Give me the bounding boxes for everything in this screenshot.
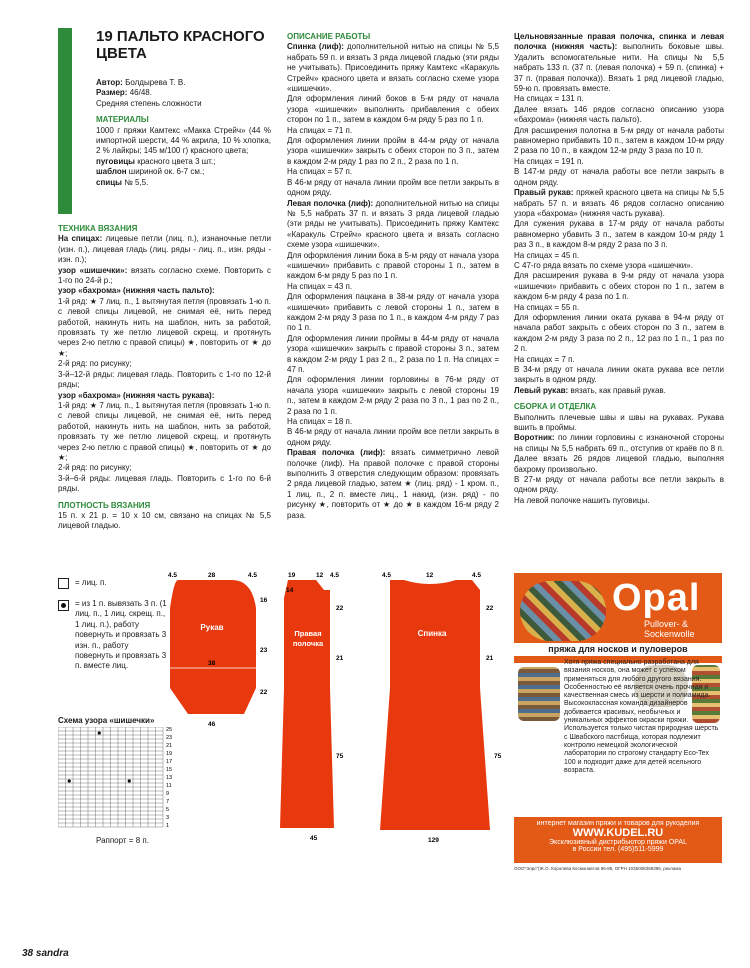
shelf-dim-2: 4.5 [330,572,340,579]
left-column [96,78,271,188]
work-p3: На спицах = 71 п. [287,125,353,135]
back-label: Спинка (лиф): [287,42,344,52]
chart-row-number: 19 [166,751,173,757]
size-label: Размер: [96,88,128,98]
shelf-shape [280,580,334,828]
work-p12: Для оформления линии горловины в 76-м ряду от начала узора «шишечки» закрыть с левой стороны 19 п., затем в каждом 2-м ряду 2 раза по 3 п., 1 раз по 2 п., 2 раза по 1 п. [287,375,499,416]
work-p5: На спицах = 57 п. [287,167,353,177]
work-p10: Для оформления пацкана в 38-м ряду от начала узора «шишечки» прибавить с левой стороны 1 п., затем в каждом 2-м ряду 3 раза по 1 п., в каждом 4-м ряду 7 раз по 1 п. [287,292,499,333]
shelf-dim-7: 45 [310,835,318,842]
ad-legal: ООО"Элрс"(Ж.О. Королева Космонавтов 85-85, ОГРН 1035008368396, реклама [514,866,681,871]
right-shelf-label: Правая полочка (лиф): [287,448,386,458]
bobble-marker [128,779,131,782]
back-dim-3: 22 [486,605,494,612]
needles-label: спицы [96,177,122,187]
needles-text: № 5,5. [124,177,149,187]
rapport-label: Раппорт = 8 п. [96,836,149,845]
back-dim-4: 21 [486,655,494,662]
author: Болдырева Т. В. [125,78,186,87]
chart-row-number: 15 [166,767,173,773]
collar-label: Воротник: [514,433,555,443]
assembly-heading: СБОРКА И ОТДЕЛКА [514,402,597,412]
cont-p11: Для расширения рукава в 9-м ряду от начала узора «шишечки» прибавить с обеих сторон по 1 п., затем в каждом 6-м ряду 4 раза по 1 п. [514,271,724,302]
shelf-dim-5: 21 [336,655,344,662]
back-shape [380,580,490,830]
assembly-a1: Выполнить плечевые швы и швы на рукавах. Рукава вшить в проймы. [514,412,724,433]
left-sleeve-label: Левый рукав: [514,385,569,395]
fringe-coat-row2: 2-й ряд: по рисунку; [58,359,132,369]
chart-row-number: 23 [166,735,173,741]
lower-part-label: Цельновязанные правая полочка, спинка и левая полочка (нижняя часть): [514,32,724,52]
author-label: Автор: [96,78,123,87]
yarn-balls-image [520,581,606,641]
chart-row-number: 7 [166,799,170,805]
collar-text: по линии горловины с изнаночной стороны на спицы № 5,5 набрать 69 п., отступив от краёв по 8 п. Далее вязать 26 рядов лицевой гладью, выполняя бахрому произвольно. [514,433,724,474]
chart-row-number: 9 [166,791,170,797]
ad-header [514,573,722,663]
back-dim-0: 4.5 [382,572,392,579]
shelf-dim-3: 14 [286,587,294,594]
ad-sub2: Sockenwolle [644,629,695,639]
legend-bobble: = из 1 п. вывязать 3 п. (1 лиц. п., 1 лиц. скрещ. п., 1 лиц. п.), работу повернуть и провязать 3 изн. п., работу повернуть и провязать 3 п. вместе лиц. [75,599,167,671]
chart-row-number: 25 [166,727,173,733]
sleeve-dim-7: 46 [208,721,216,728]
chart-row-number: 1 [166,823,170,829]
right-sleeve-label: Правый рукав: [514,188,574,198]
right-column [514,32,724,506]
cont-p2: На спицах = 131 п. [514,94,584,104]
opal-advert[interactable] [514,573,722,863]
work-p9: На спицах = 43 п. [287,281,353,291]
bobble-text: вязать согласно схеме. Повторить с 1-го по 24-й р.; [58,265,272,286]
cont-p15: В 34-м ряду от начала линии оката рукава все петли закрыть в одном ряду. [514,365,724,385]
ad-sub1: Pullover- & [644,619,689,629]
work-p2: Для оформления линий боков в 5-м ряду от начала узора «шишечки» выполнить прибавления с обеих сторон по 1 п., затем в каждом 6-м ряду 5 раз по 1 п. [287,94,499,125]
work-p13: На спицах = 18 п. [287,417,353,427]
fringe-sleeve-row1: 1-й ряд: ★ 7 лиц. п., 1 вытянутая петля (провязать 1-ю п. с левой спицы лицевой, не снимая её, нить перед работой, накинуть нить на шаблон, нить за работой, провязать ту же петлю лицевой скрещ. и протянуть через 2-ю петлю с правой спицы) ★, повторить от ★ до ★; [58,400,271,462]
chart-title: Схема узора «шишечки» [58,716,155,725]
sleeve-dim-1: 28 [208,572,216,579]
shelf-dim-4: 22 [336,605,344,612]
work-heading: ОПИСАНИЕ РАБОТЫ [287,32,371,41]
chart-row-number: 5 [166,807,170,813]
sleeve-shape [170,580,256,714]
cont-p13: Для оформления линии оката рукава в 94-м ряду от начала работ закрыть с обеих сторон по 3 п., затем в каждом 2-м ряду 3 раза по 2 п., 12 раз по 1 п., 1 раз по 2 п. [514,312,724,354]
work-p6: В 46-м ряду от начала линии пройм все петли закрыть в одном ряду. [287,177,499,198]
bobble-symbol-icon [58,600,69,611]
shelf-label: Правая полочка [292,629,324,648]
ad-dist: Эксклюзивный дистрибьютор пряжи OPAL [549,839,687,846]
back-dim-1: 12 [426,572,434,579]
cont-p10: С 47-го ряда вязать по схеме узора «шишечки». [514,260,693,270]
accent-bar [58,28,72,214]
shelf-dim-6: 75 [336,753,344,760]
cont-p5: На спицах = 191 п. [514,156,584,166]
right-sleeve-text: пряжей красного цвета на спицы № 5,5 набрать 57 п. и вязать 46 рядов согласно описанию узора «бахрома» (нижняя часть рукава). [514,188,724,218]
cont-p9: На спицах = 45 п. [514,250,580,260]
chart-row-number: 21 [166,743,173,749]
fringe-sleeve-label: узор «бахрома» (нижняя часть рукава): [58,390,215,400]
ad-text: Хотя пряжа специально разработана для вязания носков, она может с успехом применяться для любого другого вязания. Особенностью её является очень прочная и качественная смесь из шерсти и полиамида. Высококлассная команда дизайнеров добивается красивых, необычных и уникальных эффектов окраски пряжи. Используется только чистая природная шерсть с Швабского пастбища, которая подлежит контролю немецкой экологической лаборатории по строгому стандарту Eco-Tex 100 и подходит даже для детей ясельного возраста. [564,659,719,774]
fringe-sleeve-row3: 3-й–6-й ряды: лицевая гладь. Повторить с 1-го по 6-й ряды. [58,473,271,494]
sleeve-dim-6: 38 [208,660,216,667]
socks-image [518,667,560,721]
assembly-a3: В 27-м ряду от начала работы все петли закрыть в одном ряду. [514,475,724,495]
left-shelf-text: дополнительной нитью на спицы № 5,5 набрать 37 п. и вязать 3 ряда лицевой гладью (эти ряды не учитывать). Присоединить пряжу Камтекс «Каракуль Стрейч» красного цвета и вязать согласно схеме узора «шишечки». [287,198,499,250]
knit-symbol-icon [58,578,69,589]
shelf-dim-1: 12 [316,572,324,579]
back-text: дополнительной нитью на спицы № 5,5 набрать 59 п. и вязать 3 ряда лицевой гладью (эти ряды не учитывать). Присоединить пряжу Камтекс «Каракуль Стрейч» красного цвета и вязать согласно схеме узора «шишечки». [287,42,499,94]
bobble-marker [98,731,101,734]
ad-phone: в России тел. (495)511-5999 [572,846,664,853]
technique-heading: ТЕХНИКА ВЯЗАНИЯ [58,224,138,233]
page-footer: 38 sandra [22,948,69,959]
chart-row-number: 11 [166,783,172,789]
buttons-label: пуговицы [96,156,135,166]
ad-footer [514,817,722,863]
bobble-marker [68,779,71,782]
materials-heading: МАТЕРИАЛЫ [96,115,149,125]
cont-p8: Для сужения рукава в 17-м ряду от начала работы равномерно убавить 3 п., затем в каждом 10-м ряду 1 раз 3 п., в каждом 8-м ряду 2 раза по 3 п. [514,219,724,250]
chart-row-number: 13 [166,775,173,781]
template-label: шаблон [96,167,127,177]
bobble-label: узор «шишечки»: [58,265,128,275]
fringe-sleeve-row2: 2-й ряд: по рисунку; [58,463,132,473]
sleeve-dim-3: 16 [260,597,268,604]
buttons-text: красного цвета 3 шт.; [137,156,216,166]
cont-p14: На спицах = 7 п. [514,354,575,364]
work-p11: Для оформления линии проймы в 44-м ряду от начала узора «шишечки» закрыть с правой стороны 3 п., затем в каждом 2-м ряду 1 раз 2 п., 2 раза по 1 п. На спицах = 47 п. [287,333,499,374]
sleeve-dim-5: 22 [260,689,268,696]
difficulty: Средняя степень сложности [96,98,202,108]
size: 46/48. [129,88,152,98]
technique-column [58,224,271,532]
ad-logo: Opal [612,577,701,619]
ad-shop: интернет магазин пряжи и товаров для рукоделия [536,820,700,827]
pattern-schematic [160,568,506,848]
back-dim-6: 129 [428,837,439,844]
left-shelf-label: Левая полочка (лиф): [287,198,374,208]
chart-row-number: 17 [166,759,173,765]
fringe-coat-label: узор «бахрома» (нижняя часть пальто): [58,286,215,296]
lower-part-text: выполнить боковые швы. Удалить вспомогательные нити. На спицы № 5,5 набрать 133 п. (37 п. (левая полочка) + 59 п. (спинка) + 37 п. (правая полочка)). Вязать 1 ряд лицевой гладью, 59-ю п. провязать вместе. [514,42,724,94]
work-p14: В 46-м ряду от начала линии пройм все петли закрыть в одном ряду. [287,427,499,447]
legend-knit: = лиц. п. [75,578,107,588]
page-title: 19 ПАЛЬТО КРАСНОГО ЦВЕТА [96,28,265,62]
cont-p6: В 147-м ряду от начала работы все петли закрыть в одном ряду. [514,167,724,187]
middle-column [287,32,499,521]
back-dim-2: 4.5 [472,572,482,579]
sleeve-dim-0: 4.5 [168,572,178,579]
cont-p12: На спицах = 55 п. [514,302,580,312]
back-label: Спинка [417,629,447,638]
back-dim-5: 75 [494,753,502,760]
density-text: 15 п. х 21 р. = 10 х 10 см, связано на спицах № 5,5 лицевой гладью. [58,510,271,531]
cont-p4: Для расширения полотна в 5-м ряду от начала работы равномерно прибавить 10 п., затем в каждом 10-м ряду 2 раза по 10 п., в каждом 12-м ряду 3 раза по 10 п. [514,125,724,156]
template-text: шириной ок. 6-7 см.; [128,167,205,177]
tech-needles-label: На спицах: [58,234,103,244]
ad-site-link[interactable]: WWW.KUDEL.RU [572,827,664,839]
ad-band-text: пряжа для носков и пуловеров [548,644,688,654]
fringe-coat-row1: 1-й ряд: ★ 7 лиц. п., 1 вытянутая петля (провязать 1-ю п. с левой спицы лицевой, не снимая её, нить перед работой, накинуть нить на шаблон, нить за работой, провязать ту же петлю лицевой скрещ. и протянуть через 2-ю петлю с правой спицы) ★, повторить от ★ до ★; [58,296,271,358]
legend [58,578,168,672]
left-sleeve-text: вязать, как правый рукав. [570,385,666,395]
sleeve-dim-4: 23 [260,647,268,654]
cont-p3: Далее вязать 146 рядов согласно описанию узора «бахрома» (нижняя часть пальто). [514,104,724,125]
sleeve-label: Рукав [200,623,224,632]
assembly-a4: На левой полочке нашить пуговицы. [514,495,650,505]
chart-row-number: 3 [166,815,170,821]
work-p8: Для оформления линии бока в 5-м ряду от начала узора «шишечки» прибавить с правой стороны 1 п., затем в каждом 6-м ряду 5 раз по 1 п. [287,250,499,281]
density-heading: ПЛОТНОСТЬ ВЯЗАНИЯ [58,500,151,510]
fringe-coat-row3: 3-й–12-й ряды: лицевая гладь. Повторить с 1-го по 12-й ряды; [58,369,271,390]
right-shelf-text: вязать симметрично левой полочке (лиф). На правой полочке с правой стороны выполнить 3 отверстия следующим образом: провязать 2 ряда лицевой гладью, затем ★ (лиц. ряд) - 1 кром. п., 1 лиц. п., 2 п. вместе лиц., 1 накид, (изн. ряд) - по рисунку ★, повторить от ★ до ★ в каждом 16-м ряду 2 раза. [287,448,499,520]
tech-needles-text: лицевые петли (лиц. п.), изнаночные петли (изн. п.), лицевая гладь (лиц. ряды - лиц. п., изн. ряды - изн. п.); [58,234,271,265]
shelf-dim-0: 19 [288,572,296,579]
sleeve-dim-2: 4.5 [248,572,258,579]
materials-yarn: 1000 г пряжи Камтекс «Макка Стрейч» (44 % импортной шерсти, 44 % акрила, 10 % хлопка, 2 % лайкры; 145 м/100 г) красного цвета; [96,125,271,156]
ad-band [514,643,722,656]
work-p4: Для оформления линии пройм в 44-м ряду от начала узора «шишечки» закрыть с обеих сторон по 3 п., затем в каждом 2-м ряду 1 раз по 2 п., 2 раза по 1 п. [287,136,499,166]
